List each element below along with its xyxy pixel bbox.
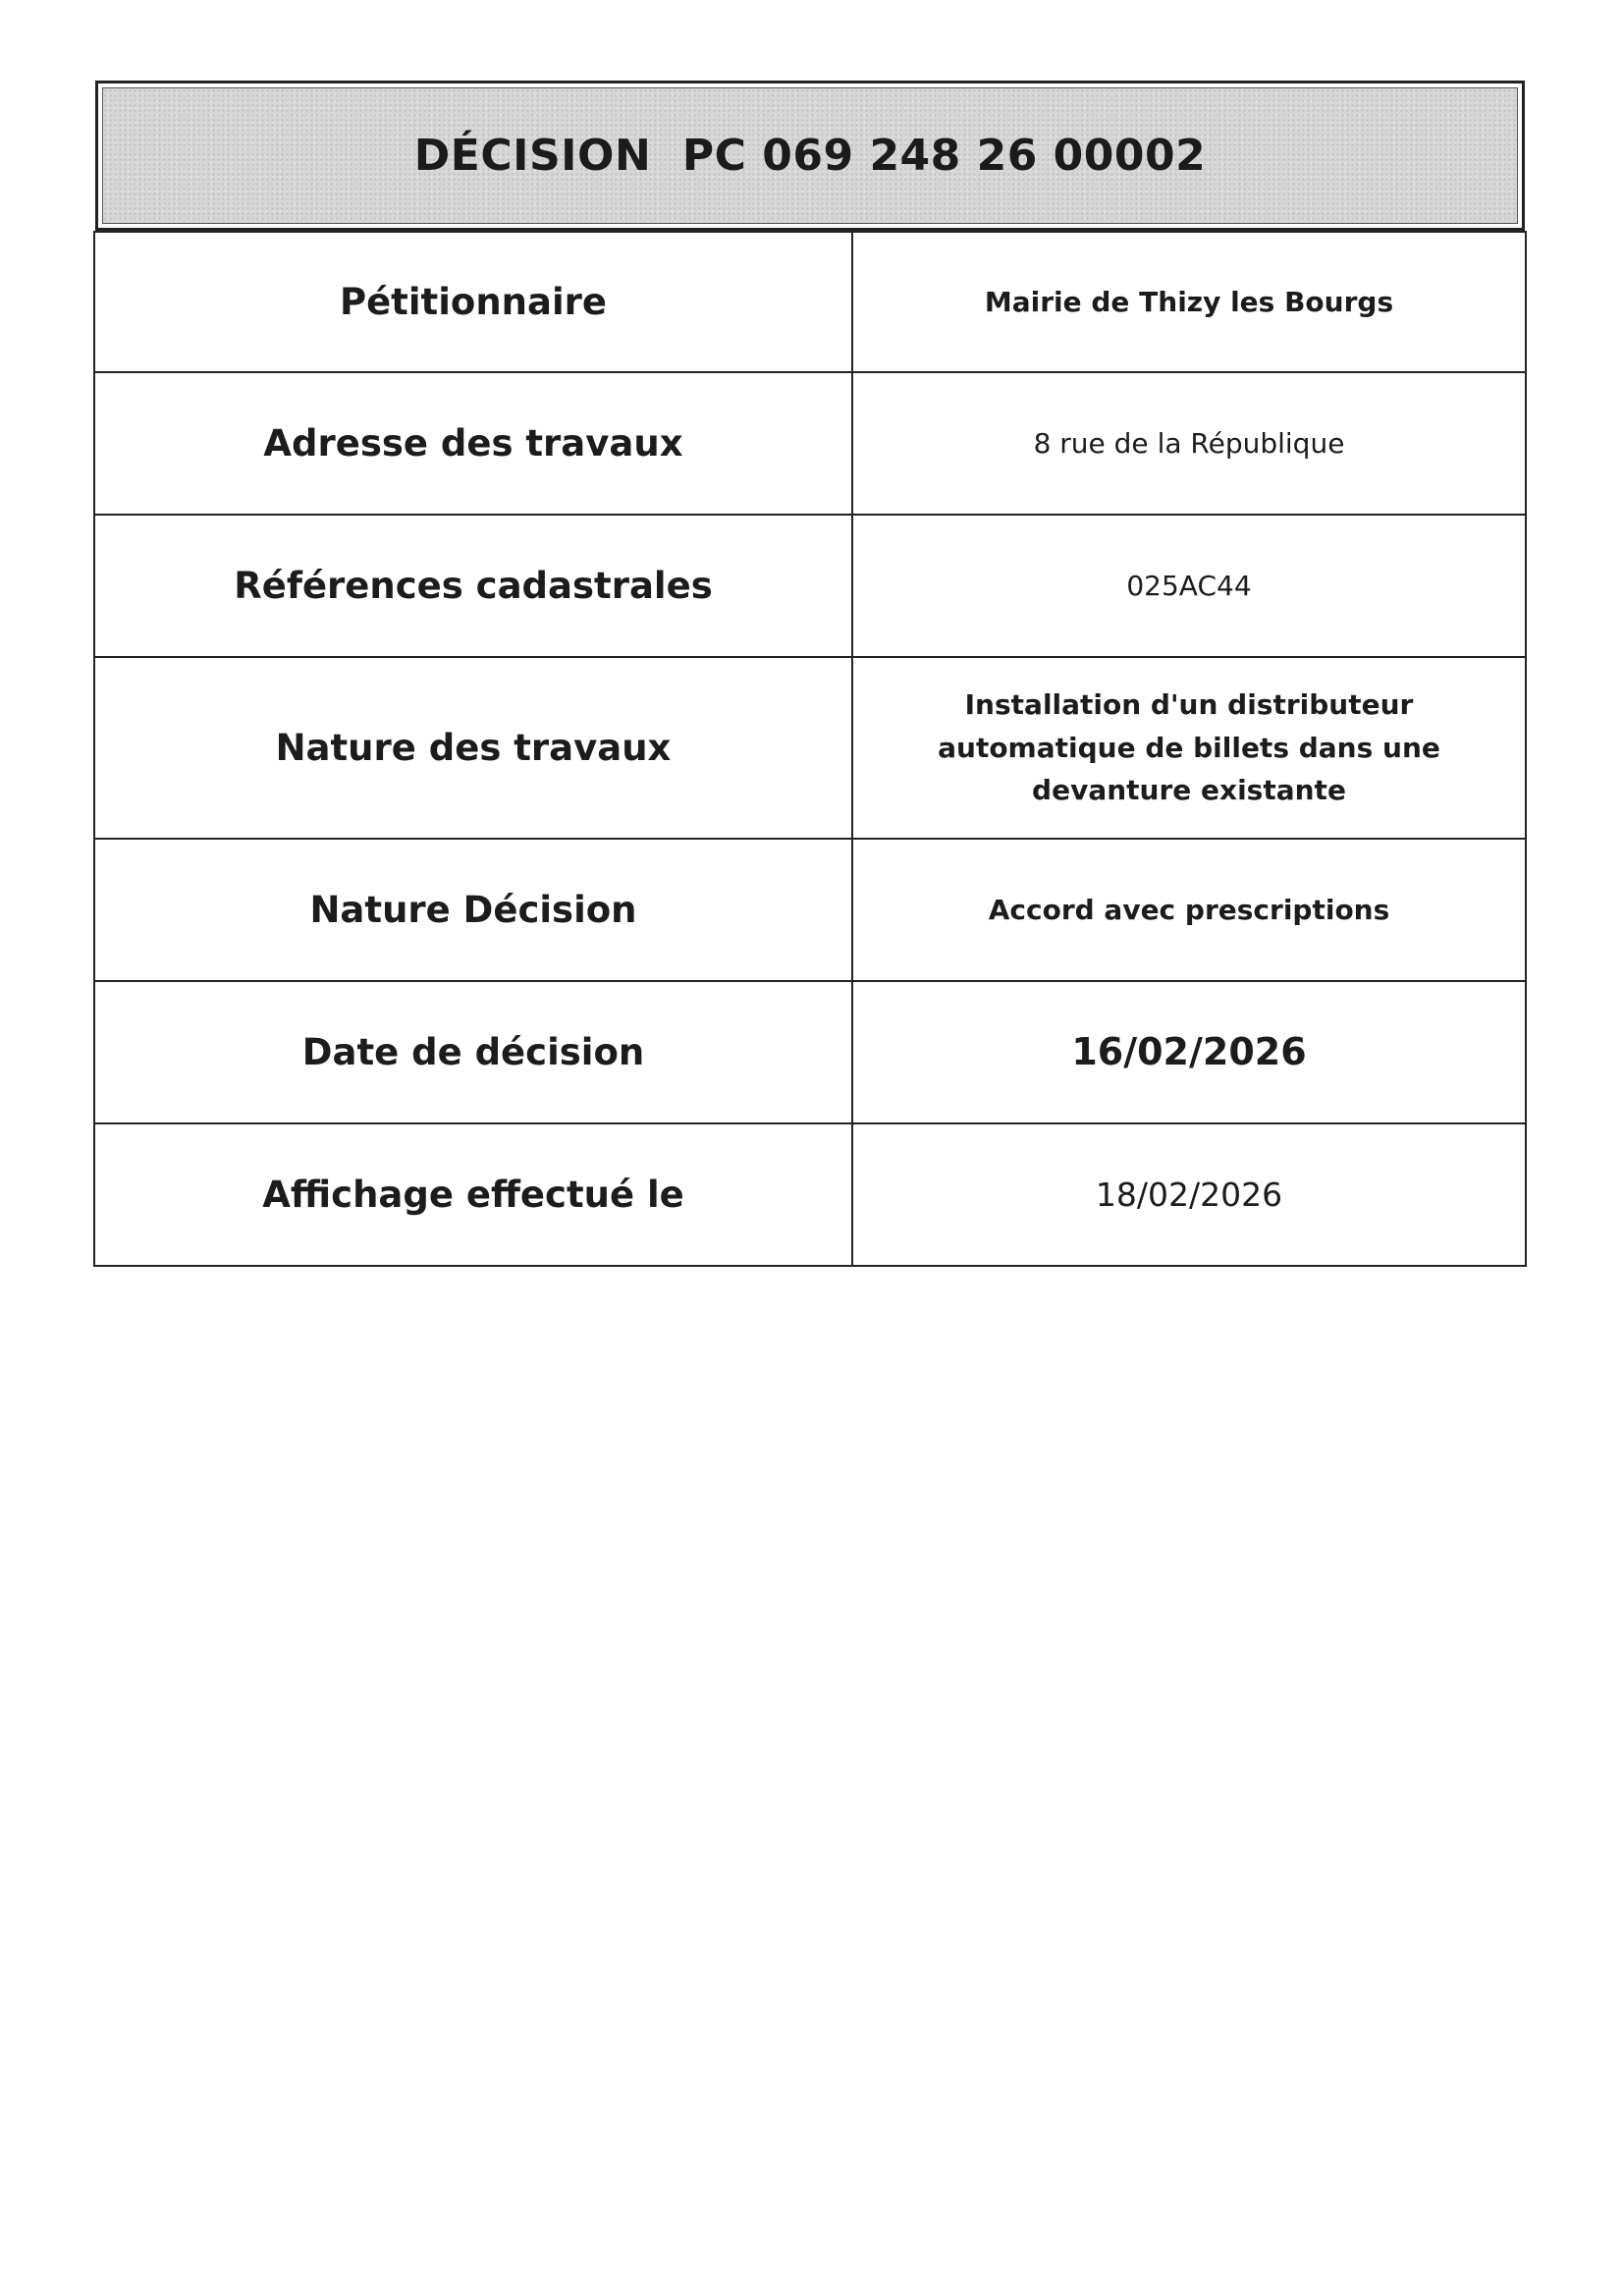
decision-header-banner [102, 87, 1518, 224]
decision-details-table [93, 231, 1527, 1267]
table-row-date-decision [94, 981, 1526, 1123]
label-nature-travaux: Nature des travaux [94, 657, 852, 839]
value-date-decision: 16/02/2026 [852, 981, 1526, 1123]
label-petitionnaire: Pétitionnaire [94, 232, 852, 372]
table-row-nature-travaux [94, 657, 1526, 839]
table-row-petitionnaire [94, 232, 1526, 372]
value-nature-decision: Accord avec prescriptions [852, 839, 1526, 981]
label-references: Références cadastrales [94, 515, 852, 657]
value-affichage: 18/02/2026 [852, 1123, 1526, 1266]
label-affichage: Affichage effectué le [94, 1123, 852, 1266]
value-nature-travaux: Installation d'un distributeur automatique de billets dans une devanture existante [852, 657, 1526, 839]
table-row-nature-decision [94, 839, 1526, 981]
value-adresse: 8 rue de la République [852, 372, 1526, 515]
table-row-references [94, 515, 1526, 657]
label-date-decision: Date de décision [94, 981, 852, 1123]
table-row-affichage [94, 1123, 1526, 1266]
decision-header-box [95, 81, 1525, 231]
table-row-adresse [94, 372, 1526, 515]
value-petitionnaire: Mairie de Thizy les Bourgs [852, 232, 1526, 372]
label-adresse: Adresse des travaux [94, 372, 852, 515]
label-nature-decision: Nature Décision [94, 839, 852, 981]
value-references: 025AC44 [852, 515, 1526, 657]
decision-title: DÉCISION PC 069 248 26 00002 [413, 131, 1207, 181]
